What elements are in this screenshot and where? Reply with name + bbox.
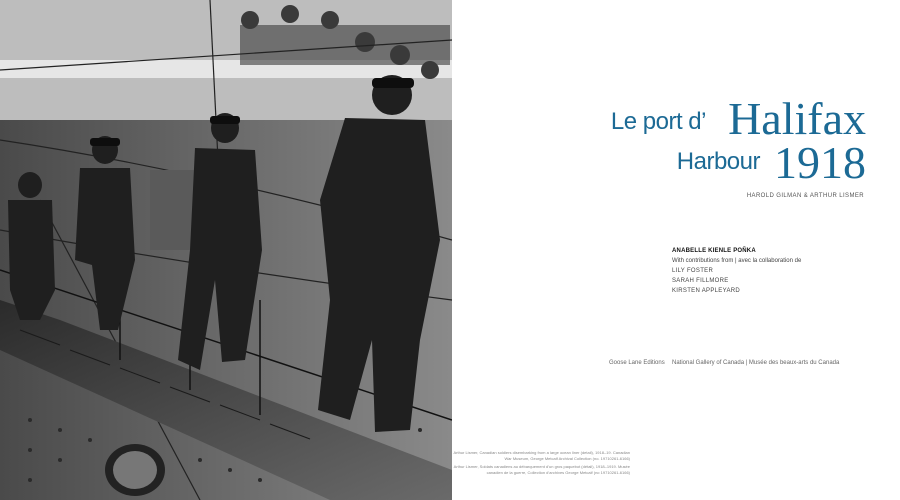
- contributor-name: SARAH FILLMORE: [672, 278, 729, 284]
- title-line2-small: Harbour: [676, 148, 760, 175]
- title-line1-big: Halifax: [728, 93, 866, 144]
- artists-line: HAROLD GILMAN & ARTHUR LISMER: [746, 193, 864, 199]
- publisher-right: National Gallery of Canada | Musée des beaux-arts du Canada: [672, 360, 840, 366]
- caption-french: Arthur Lismer, Soldats canadiens au débarquement d’un gros paquebot (détail), 1918–1919. Musée canadien de la guerre, Collection d’archives George Metcalf (no 19710261-6166): [453, 464, 630, 475]
- publisher-left: Goose Lane Editions: [609, 360, 665, 366]
- photo-caption: [450, 450, 630, 478]
- book-title: [540, 93, 870, 206]
- contributor-name: LILY FOSTER: [672, 268, 714, 274]
- author-name: ANABELLE KIENLE POŇKA: [672, 248, 756, 254]
- credits-block: [672, 246, 801, 296]
- caption-english: Arthur Lismer, Canadian soldiers disembarking from a large ocean liner (detail), 1918–19. Canadian War Museum, George Metcalf Archival Collection (no. 19710261-6166): [453, 450, 630, 461]
- contributor-name: KIRSTEN APPLEYARD: [672, 288, 741, 294]
- title-line2-big: 1918: [774, 137, 866, 188]
- contributions-label: With contributions from | avec la collaboration de: [672, 258, 802, 264]
- title-line1-small: Le port d’: [610, 108, 706, 135]
